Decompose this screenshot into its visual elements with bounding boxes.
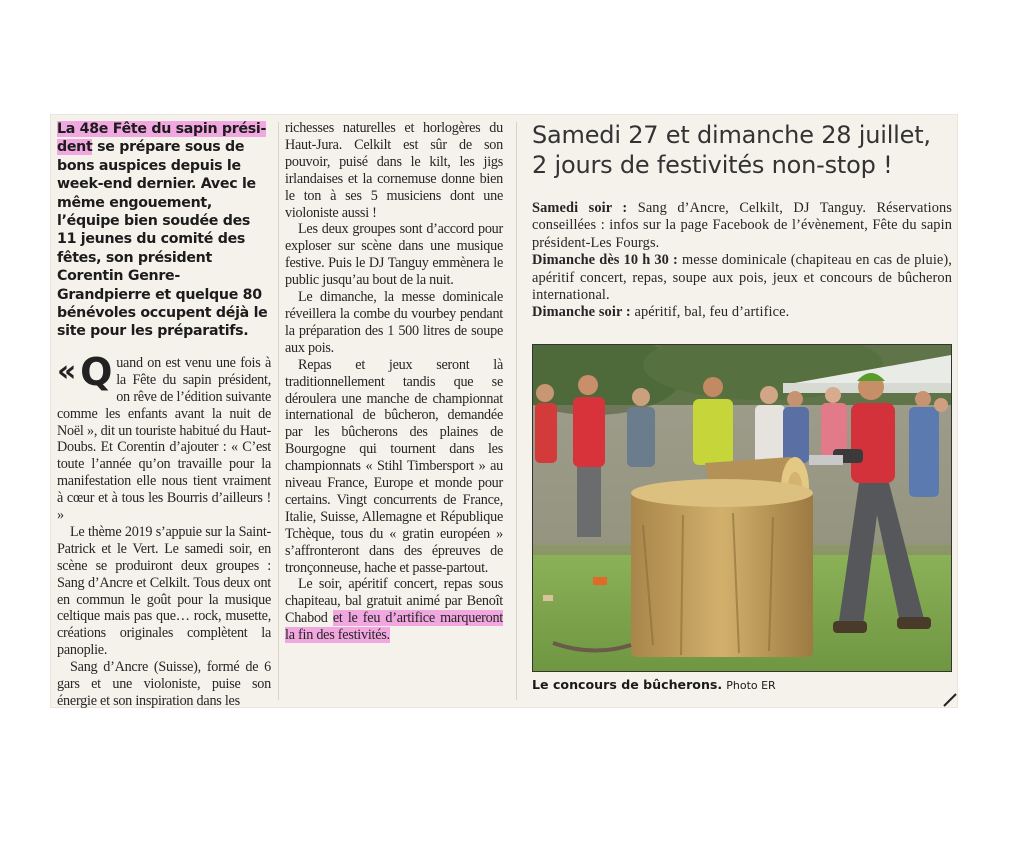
sunday-text: messe dominicale (chapiteau en cas de pluie), apéritif concert, repas, soupe aux pois, jeux et concours de bûcheron international. — [532, 252, 952, 304]
article-column-2 — [285, 120, 503, 644]
lead-text: se prépare sous de bons auspices depuis le week-end dernier. Avec le même engouement, l’équipe bien soudée des 11 jeunes du comité des fêtes, son président Corentin Genre-Grandpierre et quelque 80 bénévoles occupent déjà le site pour les préparatifs. — [57, 139, 268, 340]
sidebar-column — [532, 120, 952, 702]
headline-line-1: Samedi 27 et dimanche 28 juillet, — [532, 121, 931, 149]
opening-quote: « — [57, 353, 77, 389]
newspaper-clipping — [50, 114, 958, 708]
photo-caption — [532, 677, 776, 692]
paragraph-8-highlight: et le feu d’artifice marqueront la fin des festivités. — [285, 610, 503, 644]
article-body-continued — [285, 120, 503, 644]
sidebar-headline — [532, 120, 952, 180]
paragraph-7: Repas et jeux seront là traditionnellement tandis que se déroulera une manche de championnat international de bûcheron, demandée par les bûcherons des plaines de Bourgogne qui tournent dans les championnats « Stihl Timbersport » au niveau France, Europe et monde pour certains. Vingt concurrents de France, Italie, Suisse, Allemagne et République Tchèque, tous du « gratin européen » s’affronteront dans des épreuves de tronçonneuse, hache et passe-partout. — [285, 356, 503, 576]
paragraph-8-text: Le soir, apéritif concert, repas sous chapiteau, bal gratuit animé par Benoît Chabod — [285, 576, 503, 627]
sunday-label: Dimanche dès 10 h 30 : — [532, 252, 678, 269]
caption-text: Le concours de bûcherons. — [532, 677, 723, 692]
sunday-program — [532, 252, 952, 304]
corner-fold-mark-icon — [942, 690, 958, 708]
paragraph-4: richesses naturelles et horlogères du Haut-Jura. Celkilt est sûr de son pouvoir, puisé dans le kilt, les jigs irlandaises et la cornemuse donne bien le ton à ses 5 musiciens dont une violoniste aussi ! — [285, 120, 503, 221]
paragraph-2: Le thème 2019 s’appuie sur la Saint-Patrick et le Vert. Le samedi soir, en scène se produiront deux groupes : Sang d’Ancre et Celkilt. Tous deux ont en commun le goût pour la musique celtique mais pas que… rock, musette, créations originales complètent la panoplie. — [57, 523, 271, 659]
sunday-evening-label: Dimanche soir : — [532, 304, 631, 321]
sunday-evening-program — [532, 304, 952, 321]
saturday-program — [532, 200, 952, 252]
photo-credit: Photo ER — [726, 679, 776, 692]
article-column-1 — [57, 120, 271, 710]
lumberjack-photo-illustration — [533, 345, 951, 671]
column-rule — [278, 122, 279, 700]
saturday-text: Sang d’Ancre, Celkilt, DJ Tanguy. Réservations conseillées : infos sur la page Facebook de l’évènement, Fête du sapin président-Les Fourgs. — [532, 200, 952, 251]
dropcap-letter: Q — [80, 349, 113, 394]
program-info — [532, 200, 952, 322]
paragraph-3: Sang d’Ancre (Suisse), formé de 6 gars et une violoniste, puise son énergie et son inspiration dans les — [57, 659, 271, 709]
headline-line-2: 2 jours de festivités non-stop ! — [532, 151, 893, 179]
saturday-label: Samedi soir : — [532, 200, 628, 216]
lead-highlight: La 48e Fête du sapin prési-dent — [57, 121, 267, 156]
article-body-start — [57, 349, 271, 710]
lumberjack-photo — [532, 344, 952, 672]
paragraph-6: Le dimanche, la messe dominicale réveillera la combe du vourbey pendant la préparation des 1 500 litres de soupe aux pois. — [285, 289, 503, 356]
paragraph-5: Les deux groupes sont d’accord pour exploser sur scène dans une musique festive. Puis le DJ Tanguy emmènera le public jusqu’au bout de la nuit. — [285, 221, 503, 289]
paragraph-1-text: uand on est venu une fois à la Fête du sapin président, on rêve de l’édition suivante comme les enfants avant la nuit de Noël », dit un touriste habitué du Haut-Doubs. Et Corentin d’ajouter : « C’est toute l’année qu’on travaille pour la manifestation elle nous tient vraiment à cœur et à tous les Bourris d’ailleurs ! » — [57, 354, 271, 524]
column-rule — [516, 122, 517, 700]
article-lead — [57, 120, 271, 341]
paragraph-1 — [57, 349, 271, 524]
sunday-evening-text: apéritif, bal, feu d’artifice. — [630, 304, 790, 321]
paragraph-8 — [285, 576, 503, 644]
